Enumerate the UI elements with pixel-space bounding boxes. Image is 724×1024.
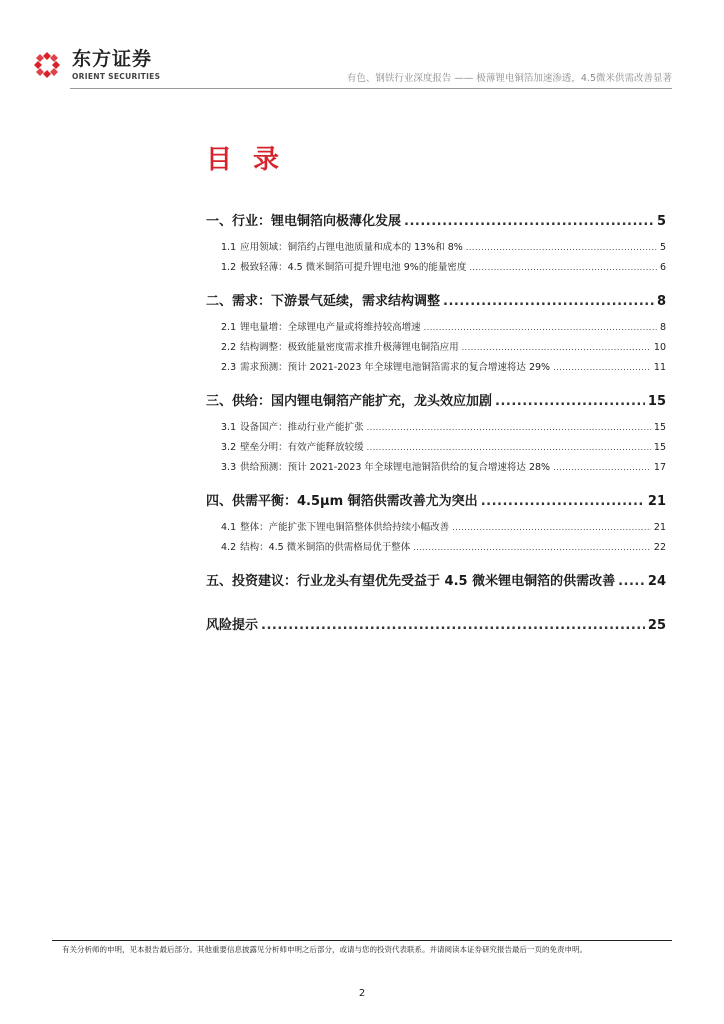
toc-section-5[interactable]: [206, 572, 666, 592]
header-divider: [70, 88, 672, 89]
toc-subsection-3-2[interactable]: [206, 438, 666, 458]
toc-section-risk[interactable]: [206, 616, 666, 636]
toc-leader-dots: [452, 518, 651, 538]
toc-leader-dots: [469, 258, 657, 278]
toc-page-number: 5: [656, 214, 666, 229]
toc-subsection-2-3[interactable]: [206, 358, 666, 378]
logo-name-en: ORIENT SECURITIES: [72, 72, 161, 81]
toc-section-title: 风险提示: [206, 618, 259, 633]
footer-disclaimer: 有关分析师的申明，见本报告最后部分。其他重要信息披露见分析师申明之后部分，或请与您的投资代表联系。并请阅读本证券研究报告最后一页的免责申明。: [62, 945, 587, 954]
toc-leader-dots: [553, 358, 651, 378]
toc-section-title: 投资建议：行业龙头有望优先受益于 4.5 微米锂电铜箔的供需改善: [232, 574, 616, 589]
toc-leader-dots: [424, 318, 657, 338]
toc-subsection-number: 4.2: [221, 542, 237, 553]
toc-subsection-number: 3.1: [221, 422, 237, 433]
toc-subsection-title: 极致轻薄：4.5 微米铜箔可提升锂电池 9%的能量密度: [240, 262, 467, 273]
toc-subsection-number: 2.2: [221, 342, 237, 353]
logo-name-cn: 东方证券: [72, 48, 153, 70]
toc-page-number: 15: [647, 394, 666, 409]
toc-page-number: 24: [647, 574, 666, 589]
toc-section-number: 三、: [206, 394, 233, 409]
toc-subsection-title: 供给预测：预计 2021-2023 年全球锂电池铜箔供给的复合增速将达 28%: [240, 462, 551, 473]
toc-leader-dots: [481, 492, 645, 512]
toc-page-number: 15: [653, 442, 666, 453]
toc-leader-dots: [413, 538, 651, 558]
toc-subsection-3-3[interactable]: [206, 458, 666, 478]
toc-subsection-1-2[interactable]: [206, 258, 666, 278]
footer-divider: [52, 940, 672, 941]
toc-leader-dots: [367, 438, 651, 458]
toc-subsection-number: 2.3: [221, 362, 237, 373]
toc-section-number: 五、: [206, 574, 233, 589]
toc-leader-dots: [618, 572, 645, 592]
toc-page-number: 17: [653, 462, 666, 473]
toc-subsection-title: 整体：产能扩张下锂电铜箔整体供给持续小幅改善: [240, 522, 450, 533]
toc-section-2[interactable]: [206, 292, 666, 312]
toc-page-number: 25: [647, 618, 666, 633]
toc-section-3[interactable]: [206, 392, 666, 412]
toc-page-number: 10: [653, 342, 666, 353]
toc-subsection-number: 3.2: [221, 442, 237, 453]
toc-page-number: 8: [656, 294, 666, 309]
toc-subsection-3-1[interactable]: [206, 418, 666, 438]
toc-subsection-title: 结构调整：极致能量密度需求推升极薄锂电铜箔应用: [240, 342, 459, 353]
toc-subsection-title: 设备国产：推动行业产能扩张: [240, 422, 364, 433]
toc-leader-dots: [462, 338, 651, 358]
toc-leader-dots: [404, 212, 654, 232]
toc-heading: 目 录: [206, 145, 286, 175]
toc-subsection-number: 3.3: [221, 462, 237, 473]
toc-subsection-title: 锂电量增：全球锂电产量或将维持较高增速: [240, 322, 421, 333]
toc-leader-dots: [466, 238, 657, 258]
toc-section-4[interactable]: [206, 492, 666, 512]
toc-section-1[interactable]: [206, 212, 666, 232]
toc-leader-dots: [553, 458, 651, 478]
toc-section-number: 一、: [206, 214, 233, 229]
toc-page-number: 21: [653, 522, 666, 533]
toc-subsection-title: 壁垒分明：有效产能释放较缓: [240, 442, 364, 453]
orient-securities-logo-icon: [32, 50, 62, 80]
toc-leader-dots: [443, 292, 654, 312]
toc-page-number: 5: [659, 242, 666, 253]
toc-page-number: 22: [653, 542, 666, 553]
toc-subsection-number: 1.1: [221, 242, 237, 253]
toc-subsection-number: 4.1: [221, 522, 237, 533]
toc-page-number: 6: [659, 262, 666, 273]
toc-leader-dots: [261, 616, 645, 636]
toc-page-number: 8: [659, 322, 666, 333]
page-number: 2: [358, 988, 366, 999]
toc-section-title: 供需平衡：4.5μm 铜箔供需改善尤为突出: [232, 494, 478, 509]
toc-subsection-number: 2.1: [221, 322, 237, 333]
toc-page-number: 21: [647, 494, 666, 509]
toc-section-title: 供给：国内锂电铜箔产能扩充，龙头效应加剧: [232, 394, 493, 409]
toc-subsection-title: 应用领域：铜箔约占锂电池质量和成本的 13%和 8%: [240, 242, 463, 253]
toc-subsection-2-2[interactable]: [206, 338, 666, 358]
toc-page-number: 11: [653, 362, 666, 373]
toc-section-number: 四、: [206, 494, 233, 509]
toc-section-title: 需求：下游景气延续，需求结构调整: [232, 294, 441, 309]
toc-subsection-4-1[interactable]: [206, 518, 666, 538]
toc-section-title: 行业：锂电铜箔向极薄化发展: [232, 214, 402, 229]
toc-subsection-2-1[interactable]: [206, 318, 666, 338]
toc-subsection-title: 结构：4.5 微米铜箔的供需格局优于整体: [240, 542, 411, 553]
toc-section-number: 二、: [206, 294, 233, 309]
table-of-contents: [206, 212, 666, 636]
report-title: 有色、钢铁行业深度报告 —— 极薄锂电铜箔加速渗透，4.5微米供需改善显著: [346, 73, 672, 84]
toc-subsection-1-1[interactable]: [206, 238, 666, 258]
toc-leader-dots: [367, 418, 651, 438]
toc-page-number: 15: [653, 422, 666, 433]
toc-leader-dots: [495, 392, 645, 412]
page-header: [0, 0, 724, 100]
toc-subsection-4-2[interactable]: [206, 538, 666, 558]
toc-subsection-title: 需求预测：预计 2021-2023 年全球锂电池铜箔需求的复合增速将达 29%: [240, 362, 551, 373]
toc-subsection-number: 1.2: [221, 262, 237, 273]
